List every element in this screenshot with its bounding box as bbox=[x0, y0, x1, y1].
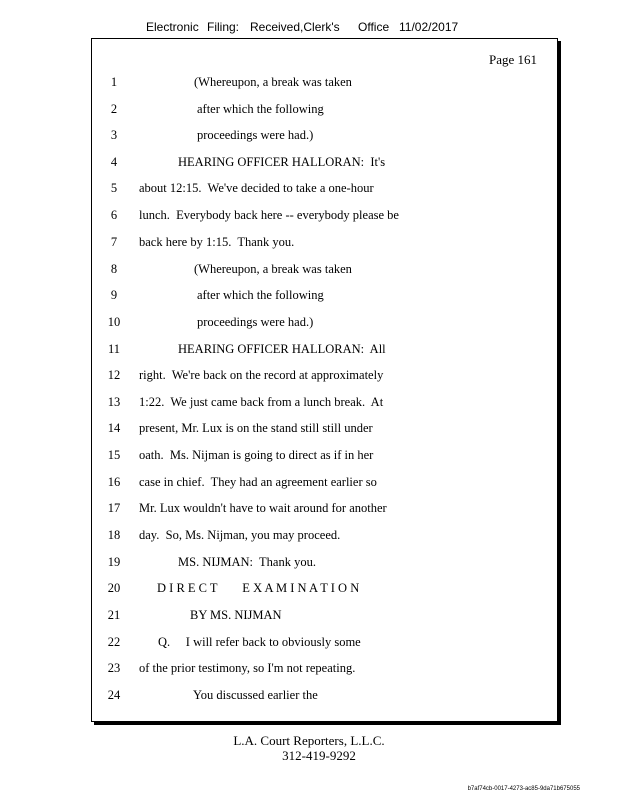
line-number: 14 bbox=[107, 421, 121, 435]
line-text: day. So, Ms. Nijman, you may proceed. bbox=[139, 528, 341, 542]
line-number: 9 bbox=[110, 288, 118, 302]
line-number: 5 bbox=[110, 181, 118, 195]
line-number: 16 bbox=[107, 475, 121, 489]
line-text: MS. NIJMAN: Thank you. bbox=[178, 555, 316, 569]
line-number: 18 bbox=[107, 528, 121, 542]
line-number: 8 bbox=[110, 262, 118, 276]
transcript-line bbox=[92, 395, 557, 415]
header-electronic: Electronic bbox=[146, 20, 199, 34]
line-number: 15 bbox=[107, 448, 121, 462]
transcript-line bbox=[92, 421, 557, 441]
page-number: Page 161 bbox=[488, 52, 537, 67]
transcript-line bbox=[92, 688, 557, 708]
filing-stamp-header bbox=[0, 20, 618, 36]
line-text: You discussed earlier the bbox=[193, 688, 318, 702]
transcript-line bbox=[92, 262, 557, 282]
line-text: back here by 1:15. Thank you. bbox=[139, 235, 295, 249]
line-number: 21 bbox=[107, 608, 121, 622]
transcript-line bbox=[92, 181, 557, 201]
transcript-line bbox=[92, 208, 557, 228]
line-text: present, Mr. Lux is on the stand still still under bbox=[139, 421, 373, 435]
line-text: 1:22. We just came back from a lunch break. At bbox=[139, 395, 384, 409]
line-number: 22 bbox=[107, 635, 121, 649]
line-text: BY MS. NIJMAN bbox=[190, 608, 282, 622]
line-number: 17 bbox=[107, 501, 121, 515]
line-number: 12 bbox=[107, 368, 121, 382]
line-text: proceedings were had.) bbox=[197, 128, 314, 142]
transcript-line bbox=[92, 235, 557, 255]
line-text: of the prior testimony, so I'm not repeating. bbox=[139, 661, 356, 675]
line-text: (Whereupon, a break was taken bbox=[194, 262, 352, 276]
transcript-line bbox=[92, 555, 557, 575]
document-hash: b7af74cb-0017-4273-ac85-9da71b675055 bbox=[467, 786, 580, 792]
line-number: 7 bbox=[110, 235, 118, 249]
header-filing: Filing: bbox=[207, 20, 240, 34]
page-footer bbox=[0, 733, 618, 763]
line-text: Mr. Lux wouldn't have to wait around for another bbox=[139, 501, 387, 515]
header-date: 11/02/2017 bbox=[399, 20, 459, 34]
line-number: 1 bbox=[110, 75, 118, 89]
transcript-line bbox=[92, 315, 557, 335]
line-number: 24 bbox=[107, 688, 121, 702]
line-number: 4 bbox=[110, 155, 118, 169]
line-text: Q. I will refer back to obviously some bbox=[158, 635, 361, 649]
header-office: Office bbox=[358, 20, 390, 34]
line-text: proceedings were had.) bbox=[197, 315, 314, 329]
line-text: D I R E C T E X A M I N A T I O N bbox=[157, 581, 360, 595]
transcript-line bbox=[92, 102, 557, 122]
header-received-clerks: Received,Clerk's bbox=[250, 20, 340, 34]
line-text: about 12:15. We've decided to take a one-hour bbox=[139, 181, 374, 195]
footer-phone: 312-419-9292 bbox=[282, 748, 356, 763]
transcript-line bbox=[92, 475, 557, 495]
transcript-line bbox=[92, 501, 557, 521]
transcript-line bbox=[92, 635, 557, 655]
line-number: 3 bbox=[110, 128, 118, 142]
transcript-line bbox=[92, 528, 557, 548]
line-text: right. We're back on the record at approximately bbox=[139, 368, 384, 382]
line-number: 10 bbox=[107, 315, 121, 329]
line-text: oath. Ms. Nijman is going to direct as if in her bbox=[139, 448, 374, 462]
line-number: 2 bbox=[110, 102, 118, 116]
transcript-line bbox=[92, 368, 557, 388]
line-text: HEARING OFFICER HALLORAN: All bbox=[178, 342, 386, 356]
transcript-line bbox=[92, 128, 557, 148]
line-text: HEARING OFFICER HALLORAN: It's bbox=[178, 155, 386, 169]
transcript-line bbox=[92, 581, 557, 601]
transcript-line bbox=[92, 155, 557, 175]
transcript-line bbox=[92, 608, 557, 628]
line-number: 13 bbox=[107, 395, 121, 409]
footer-company: L.A. Court Reporters, L.L.C. bbox=[233, 733, 385, 748]
line-text: after which the following bbox=[197, 102, 324, 116]
transcript-line bbox=[92, 288, 557, 308]
line-number: 23 bbox=[107, 661, 121, 675]
line-number: 20 bbox=[107, 581, 121, 595]
line-text: case in chief. They had an agreement earlier so bbox=[139, 475, 377, 489]
line-text: (Whereupon, a break was taken bbox=[194, 75, 352, 89]
transcript-line bbox=[92, 342, 557, 362]
transcript-line bbox=[92, 75, 557, 95]
transcript-page bbox=[91, 38, 558, 722]
transcript-line bbox=[92, 448, 557, 468]
line-number: 11 bbox=[107, 342, 121, 356]
line-number: 6 bbox=[110, 208, 118, 222]
line-text: after which the following bbox=[197, 288, 324, 302]
transcript-line bbox=[92, 661, 557, 681]
line-number: 19 bbox=[107, 555, 121, 569]
line-text: lunch. Everybody back here -- everybody please be bbox=[139, 208, 399, 222]
